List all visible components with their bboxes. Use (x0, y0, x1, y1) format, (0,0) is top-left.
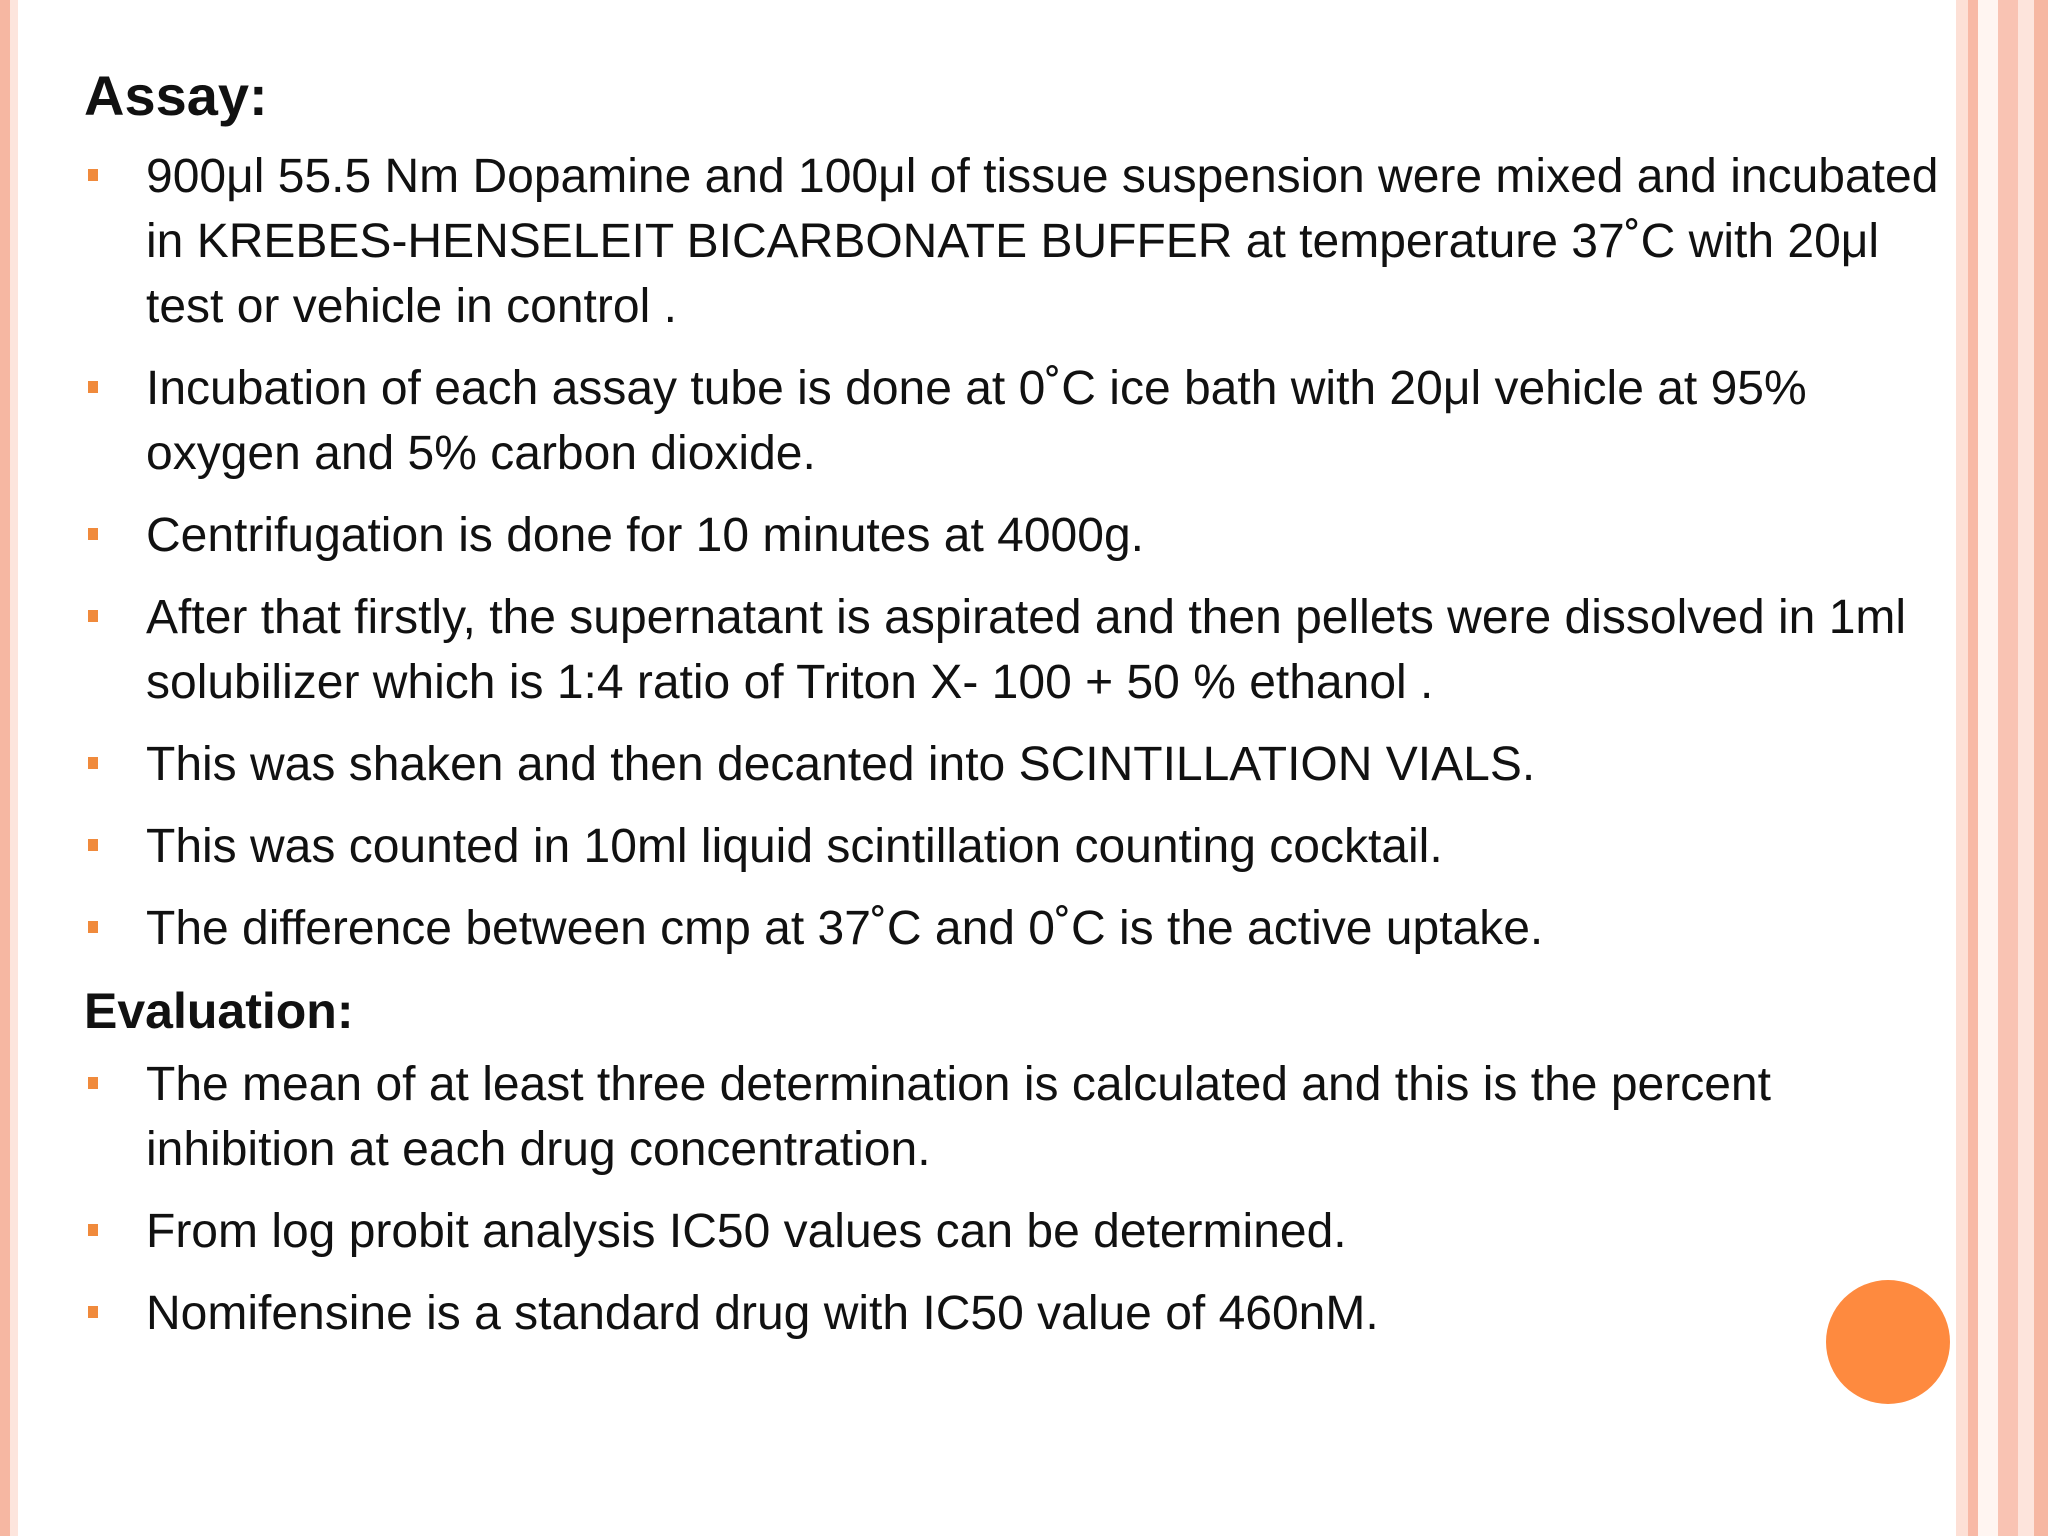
assay-heading: Assay: (84, 64, 268, 127)
square-bullet-icon (88, 610, 98, 622)
list-item-text: From log probit analysis IC50 values can be determined. (146, 1205, 1347, 1258)
list-item-text: Centrifugation is done for 10 minutes at 4000g. (146, 509, 1144, 562)
square-bullet-icon (88, 757, 98, 769)
list-item-text: Incubation of each assay tube is done at 0˚C ice bath with 20μl vehicle at 95% oxygen and 5% carbon dioxide. (146, 362, 1807, 480)
square-bullet-icon (88, 1077, 98, 1089)
decorative-circle (1826, 1280, 1950, 1404)
right-border-stripe (1998, 0, 2018, 1536)
square-bullet-icon (88, 1306, 98, 1318)
right-border-stripe (1978, 0, 1998, 1536)
right-border-stripe (1968, 0, 1978, 1536)
slide-content (84, 56, 1939, 1363)
right-border-stripe (2018, 0, 2034, 1536)
square-bullet-icon (88, 381, 98, 393)
list-item (84, 356, 1966, 486)
list-item (84, 1281, 1966, 1346)
list-item (84, 585, 1966, 715)
list-item (84, 144, 1966, 339)
list-item (84, 814, 1966, 879)
list-item-text: This was shaken and then decanted into SCINTILLATION VIALS. (146, 738, 1536, 791)
list-item-text: The difference between cmp at 37˚C and 0˚C is the active uptake. (146, 902, 1544, 955)
right-border-stripe (2034, 0, 2048, 1536)
evaluation-heading: Evaluation: (84, 983, 354, 1039)
square-bullet-icon (88, 839, 98, 851)
list-item (84, 1199, 1966, 1264)
list-item (84, 1052, 1966, 1182)
square-bullet-icon (88, 1224, 98, 1236)
list-item (84, 896, 1966, 961)
left-border-stripe (10, 0, 18, 1536)
left-border-stripe (0, 0, 10, 1536)
list-item-text: This was counted in 10ml liquid scintillation counting cocktail. (146, 820, 1443, 873)
list-item-text: 900μl 55.5 Nm Dopamine and 100μl of tissue suspension were mixed and incubated in KREBES-HENSELEIT BICARBONATE BUFFER at temperature 37˚C with 20μl test or vehicle in control . (146, 150, 1939, 333)
list-item-text: Nomifensine is a standard drug with IC50 value of 460nM. (146, 1287, 1379, 1340)
square-bullet-icon (88, 169, 98, 181)
list-item-text: After that firstly, the supernatant is aspirated and then pellets were dissolved in 1ml solubilizer which is 1:4 ratio of Triton X- 100 + 50 % ethanol . (146, 591, 1907, 709)
list-item (84, 503, 1966, 568)
list-item-text: The mean of at least three determination is calculated and this is the percent inhibition at each drug concentration. (146, 1058, 1771, 1176)
list-item (84, 732, 1966, 797)
square-bullet-icon (88, 528, 98, 540)
square-bullet-icon (88, 921, 98, 933)
